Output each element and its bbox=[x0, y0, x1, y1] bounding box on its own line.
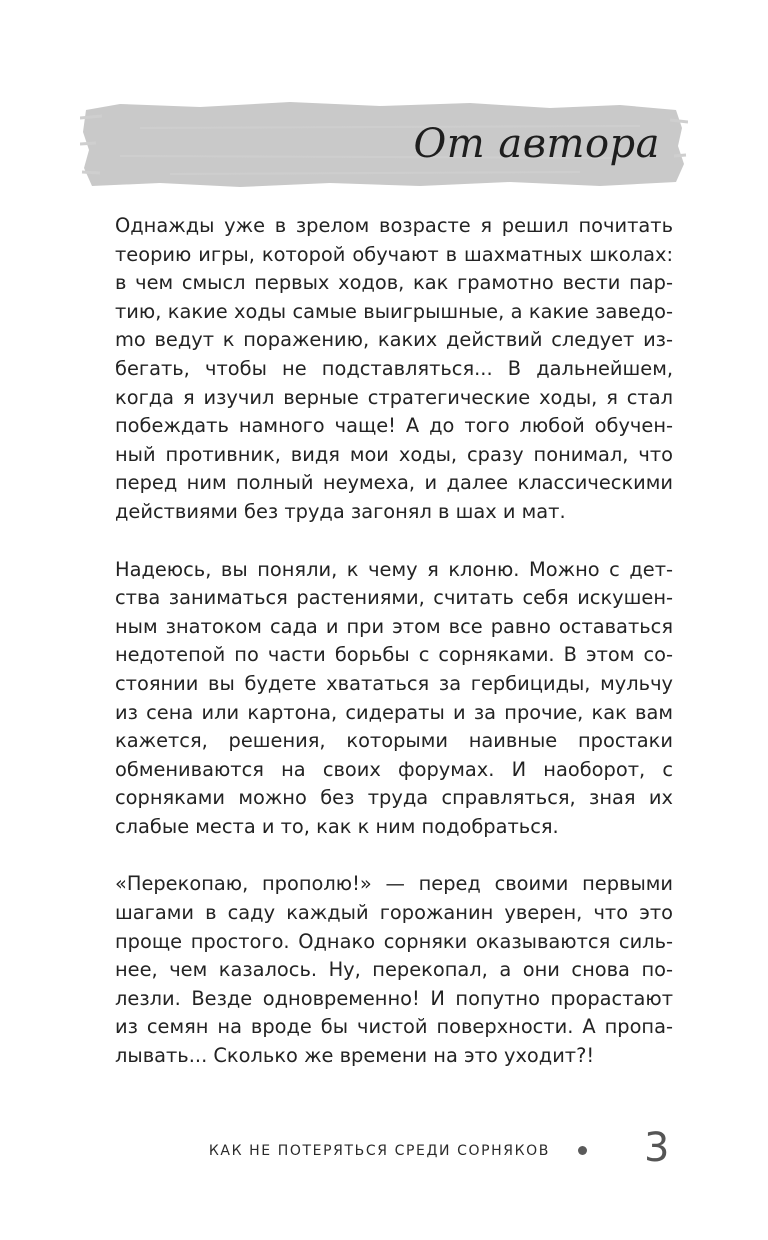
body-text bbox=[115, 212, 673, 1100]
bullet-dot-icon bbox=[578, 1146, 587, 1155]
paragraph-2: Надеюсь, вы поняли, к чему я клоню. Можно с детства заниматься растениями, считать себя искушенным знатоком сада и при этом все равно оставаться недотепой по части борьбы с сорняками. В этом состоянии вы будете хвататься за гербициды, мульчу из сена или картона, сидераты и за прочие, как вам кажется, решения, которыми наивные простаки обмениваются на своих форумах. И наоборот, с сорняками можно без труда справляться, зная их слабые места и то, как к ним подобраться. bbox=[115, 557, 673, 838]
chapter-title: От автора bbox=[413, 121, 660, 167]
chapter-header-band bbox=[80, 98, 688, 190]
page-number: 3 bbox=[644, 1125, 670, 1171]
running-title: КАК НЕ ПОТЕРЯТЬСЯ СРЕДИ СОРНЯКОВ bbox=[208, 1143, 550, 1159]
page-footer bbox=[0, 1125, 768, 1190]
paragraph-1: Однажды уже в зрелом возрасте я решил почитать теорию игры, которой обучают в шахматных школах: в чем смысл первых ходов, как грамотно вести партию, какие ходы самые выигрышные, а какие заведоmо ведут к поражению, каких действий следует избегать, чтобы не подставляться... В дальнейшем, когда я изучил верные стратегические ходы, я стал побеждать намного чаще! А до того любой обученный противник, видя мои ходы, сразу понимал, что перед ним полный неумеха, и далее классическими действиями без труда загонял в шах и мат. bbox=[115, 214, 673, 523]
paragraph-3: «Перекопаю, прополю!» — перед своими первыми шагами в саду каждый горожанин уверен, что это проще простого. Однако сорняки оказываются сильнее, чем казалось. Ну, перекопал, а они снова полезли. Везде одновременно! И попутно прорастают из семян на вроде бы чистой поверхности. А пропалывать... Сколько же времени на это уходит?! bbox=[115, 872, 673, 1068]
